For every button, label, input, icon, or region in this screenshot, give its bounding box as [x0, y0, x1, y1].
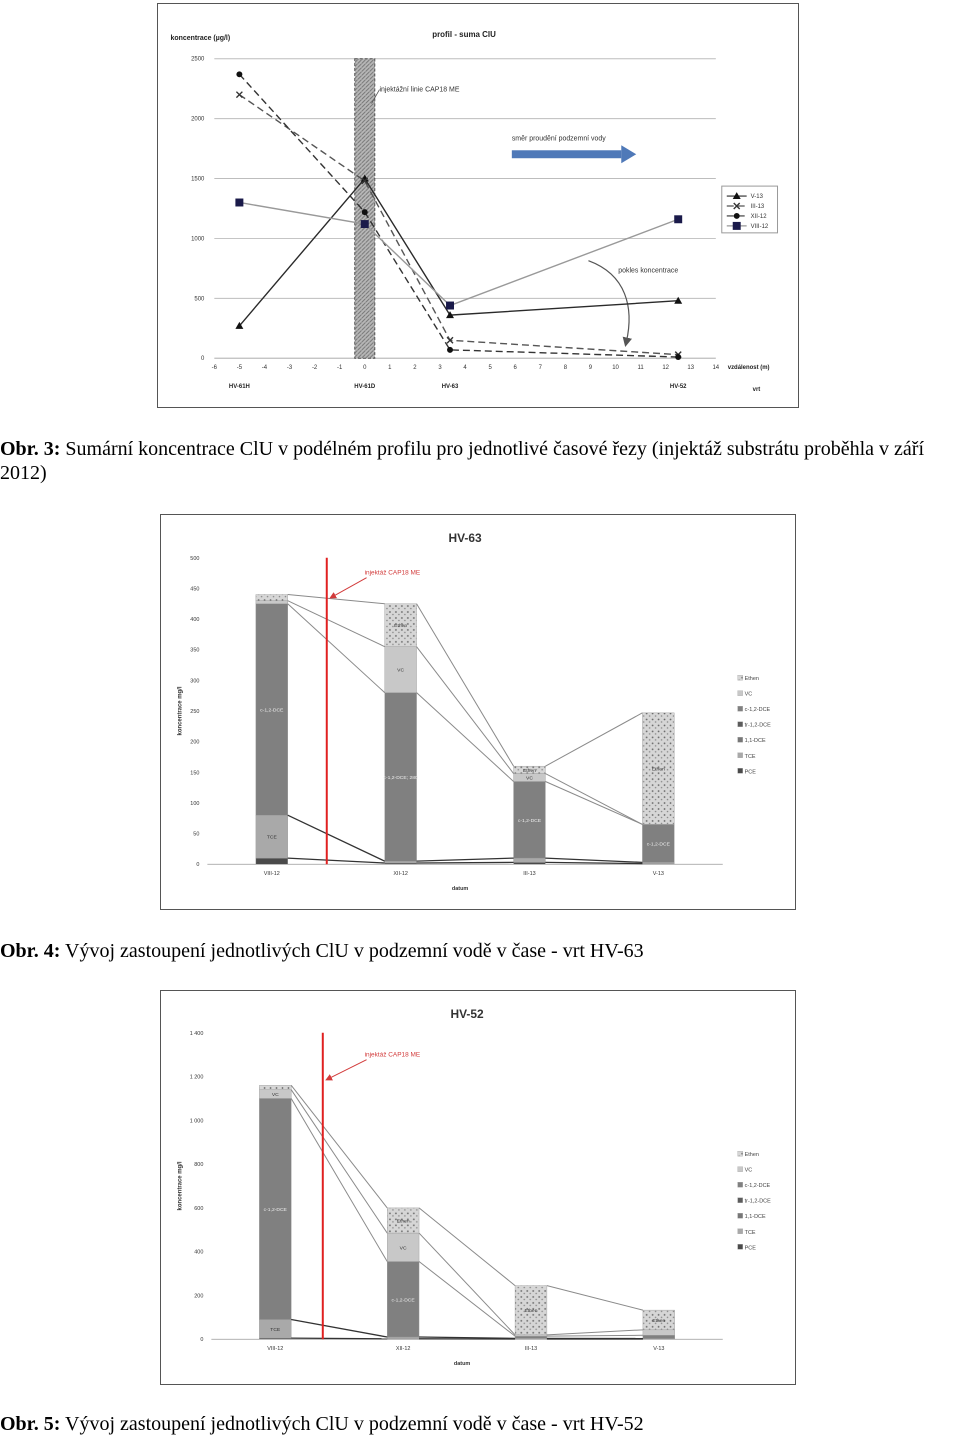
legend-label: 1,1-DCE	[744, 738, 766, 745]
y-tick-label: 250	[190, 708, 200, 715]
y-tick-label: 0	[196, 862, 200, 869]
bar-segment-label: VC	[271, 1093, 279, 1099]
connector-line	[291, 1338, 387, 1339]
legend-swatch	[738, 1244, 743, 1249]
legend-swatch	[738, 753, 743, 758]
bar-segment-label: c-1,2-DCE	[646, 842, 670, 848]
connector-line	[288, 815, 385, 861]
x-tick-label: 5	[488, 365, 492, 372]
legend-label: XII-12	[750, 213, 767, 220]
series-iii13	[236, 92, 681, 358]
connector-line	[288, 601, 385, 647]
connector-line	[545, 774, 642, 825]
x-axis-label: vzdálenost (m)	[727, 365, 770, 372]
connector-line	[545, 862, 642, 863]
bar-stack	[384, 604, 418, 864]
y-tick-label: 800	[194, 1162, 204, 1169]
legend-label: c-1,2-DCE	[744, 707, 771, 714]
x-tick-label: VIII-12	[267, 1346, 284, 1353]
x-tick-label: -1	[337, 365, 343, 372]
bar-segment-label: VC	[399, 1246, 407, 1252]
legend-label: TCE	[744, 753, 756, 760]
flow-label: směr proudění podzemní vody	[511, 135, 606, 143]
data-point	[361, 220, 369, 228]
drop-label: pokles koncentrace	[618, 267, 679, 275]
connector-line	[419, 1233, 515, 1335]
bar-segment	[515, 1336, 547, 1338]
y-tick-label: 400	[190, 617, 200, 624]
y-axis-label: koncentrace mg/l	[177, 1161, 184, 1211]
connector-line	[545, 713, 642, 766]
legend-label: VC	[744, 1167, 753, 1174]
data-point	[236, 71, 242, 77]
y-tick-label: 1 200	[189, 1074, 204, 1081]
injection-annotation: injektáž CAP18 ME	[364, 1051, 421, 1059]
figure-4-caption-text: Vývoj zastoupení jednotlivých ClU v podzemní vodě v čase - vrt HV-63	[65, 940, 644, 962]
y-tick-label: 1000	[191, 236, 205, 243]
y-tick-label: 400	[194, 1249, 204, 1256]
x-tick-label: V-13	[653, 1346, 665, 1353]
connector-line	[417, 693, 514, 782]
injection-annotation: injektáž CAP18 ME	[364, 569, 421, 577]
legend-swatch	[738, 722, 743, 727]
data-point	[235, 199, 243, 207]
connector-line	[547, 1335, 643, 1336]
y-tick-label: 600	[194, 1205, 204, 1212]
bar-segment-label: TCE	[266, 835, 277, 841]
flow-arrow-shaft	[512, 150, 621, 158]
legend-label: VC	[744, 691, 753, 698]
x-tick-label: 4	[463, 365, 467, 372]
x-tick-label: -3	[286, 365, 293, 372]
bar-stack	[515, 1286, 547, 1340]
legend-label: III-13	[750, 203, 765, 210]
bar-segment-label: VC	[526, 776, 533, 782]
bar-segment-label: Ethen	[524, 1309, 538, 1315]
x-tick-label: III-13	[524, 1346, 538, 1353]
connector-line	[291, 1090, 387, 1233]
figure-4-hv63-chart	[160, 514, 796, 910]
x-tick-label: 12	[662, 365, 669, 372]
legend-swatch	[738, 768, 743, 773]
x-tick-label: 13	[687, 365, 695, 372]
chart-legend	[722, 186, 778, 233]
bar-segment	[259, 1085, 291, 1089]
series-v13	[235, 175, 682, 329]
connector-line	[545, 858, 642, 862]
connector-line	[291, 1098, 387, 1261]
y-tick-label: 100	[190, 800, 200, 807]
chart-legend	[738, 675, 771, 775]
well-label: HV-61D	[354, 384, 376, 391]
y-tick-label: 200	[194, 1293, 204, 1300]
y-tick-label: 150	[190, 770, 200, 777]
legend-swatch	[738, 1198, 743, 1203]
connector-line	[547, 1330, 643, 1335]
x-tick-label: VIII-12	[263, 871, 280, 878]
y-tick-label: 2000	[191, 116, 205, 123]
figure-5-caption	[0, 1412, 960, 1436]
figure-4-caption-label: Obr. 4:	[0, 940, 61, 962]
legend-label: 1,1-DCE	[744, 1214, 766, 1221]
bar-segment	[514, 862, 546, 864]
series-viii12	[235, 199, 682, 310]
connector-line	[417, 647, 514, 774]
x-tick-label: 3	[438, 365, 442, 372]
figure-4-caption	[0, 939, 960, 963]
bar-stack	[259, 1085, 291, 1339]
injection-annotation-arrow	[329, 1060, 367, 1079]
connector-line	[288, 858, 385, 863]
figure-3-caption	[0, 437, 960, 485]
connector-line	[291, 1085, 387, 1208]
connector-line	[417, 604, 514, 766]
bar-segment	[256, 858, 288, 864]
connector-line	[417, 858, 514, 861]
y-tick-label: 500	[194, 296, 205, 303]
x-tick-label: 14	[712, 365, 720, 372]
series-xii12	[236, 71, 681, 360]
x-axis-label: datum	[451, 886, 469, 893]
x-tick-label: XII-12	[393, 871, 408, 878]
bar-segment-label: c-1,2-DCE	[260, 708, 284, 714]
figure-5-caption-label: Obr. 5:	[0, 1413, 61, 1435]
figure-5-hv52-chart	[160, 990, 796, 1385]
well-label: HV-63	[441, 384, 459, 391]
bar-segment-label: Ethen	[651, 767, 665, 773]
hv63-chart-svg	[161, 515, 795, 909]
y-tick-label: 0	[201, 356, 205, 363]
bar-segment	[256, 595, 288, 601]
y-axis-label: koncentrace (µg/l)	[170, 34, 231, 42]
y-tick-label: 50	[193, 831, 200, 838]
profile-chart-svg	[158, 4, 798, 407]
x-tick-label: 1	[388, 365, 392, 372]
y-axis-label: koncentrace mg/l	[177, 686, 184, 736]
data-point	[236, 92, 242, 98]
bar-stack	[387, 1208, 419, 1339]
bar-stack	[642, 713, 674, 864]
wells-label: vrt	[752, 387, 761, 394]
figure-3-caption-text: Sumární koncentrace ClU v podélném profilu pro jednotlivé časové řezy (injektáž substrátu proběhla v září 2012)	[0, 438, 924, 484]
y-tick-label: 2500	[191, 56, 205, 63]
connector-line	[419, 1208, 515, 1286]
legend-swatch	[738, 706, 743, 711]
well-label: HV-61H	[228, 384, 250, 391]
legend-swatch	[738, 1213, 743, 1218]
legend-swatch	[738, 1151, 743, 1156]
bar-segment-label: c-1,2-DCE	[391, 1298, 415, 1304]
legend-swatch	[738, 1167, 743, 1172]
x-tick-label: -6	[211, 365, 217, 372]
data-point	[447, 347, 453, 353]
legend-swatch	[738, 1182, 743, 1187]
y-tick-label: 1500	[191, 176, 205, 183]
bar-segment-label: c-1,2-DCE; 280	[383, 775, 418, 781]
legend-swatch	[738, 1229, 743, 1234]
injection-label: injektážní linie CAP18 ME	[379, 86, 460, 94]
bar-segment	[256, 601, 288, 604]
bar-segment-label: Ethen	[522, 768, 536, 774]
data-point	[362, 209, 368, 215]
x-tick-label: -2	[311, 365, 318, 372]
data-point	[446, 302, 454, 310]
connector-line	[417, 862, 514, 863]
x-tick-label: III-13	[523, 871, 536, 878]
connector-line	[288, 595, 385, 604]
connector-line	[419, 1337, 515, 1338]
chart-title: HV-63	[448, 530, 482, 545]
bar-segment-label: c-1,2-DCE	[517, 818, 542, 824]
figure-3-profile-chart	[157, 3, 799, 408]
x-tick-label: 11	[637, 365, 644, 372]
x-tick-label: 7	[538, 365, 542, 372]
connector-line	[291, 1320, 387, 1338]
y-tick-label: 1 000	[189, 1118, 204, 1125]
y-tick-label: 450	[190, 586, 200, 593]
x-tick-label: 2	[413, 365, 417, 372]
y-tick-label: 300	[190, 678, 200, 685]
x-tick-label: -5	[236, 365, 243, 372]
x-tick-label: V-13	[652, 871, 664, 878]
connector-line	[545, 781, 642, 824]
chart-title: profil - suma ClU	[432, 29, 496, 39]
bar-segment-label: VC	[397, 668, 405, 674]
flow-arrow-head	[621, 145, 636, 163]
connector-line	[419, 1262, 515, 1337]
y-tick-label: 1 400	[189, 1030, 204, 1037]
figure-5-caption-text: Vývoj zastoupení jednotlivých ClU v podzemní vodě v čase - vrt HV-52	[65, 1413, 644, 1435]
y-tick-label: 350	[190, 647, 200, 654]
legend-label: Ethen	[744, 676, 759, 683]
y-tick-label: 0	[200, 1337, 204, 1344]
x-tick-label: 6	[513, 365, 517, 372]
legend-marker	[733, 222, 741, 230]
well-label: HV-52	[669, 384, 687, 391]
x-tick-label: 0	[363, 365, 367, 372]
bar-segment	[643, 1330, 675, 1335]
series-line	[239, 202, 678, 305]
legend-label: V-13	[750, 194, 763, 201]
legend-label: tr-1,2-DCE	[744, 722, 771, 729]
x-axis-label: datum	[453, 1361, 471, 1368]
legend-label: tr-1,2-DCE	[744, 1198, 771, 1205]
legend-label: Ethen	[744, 1152, 759, 1159]
series-line	[239, 95, 678, 355]
connector-line	[547, 1286, 643, 1311]
legend-swatch	[738, 737, 743, 742]
bar-segment-label: c-1,2-DCE	[263, 1207, 287, 1213]
bar-segment-label: Ethen	[394, 624, 408, 630]
y-tick-label: 500	[190, 555, 200, 562]
x-tick-label: 8	[563, 365, 568, 372]
legend-label: VIII-12	[750, 223, 769, 230]
x-tick-label: 9	[588, 365, 593, 372]
bar-segment	[514, 858, 546, 862]
bar-segment	[385, 861, 417, 863]
legend-swatch	[738, 691, 743, 696]
legend-label: c-1,2-DCE	[744, 1183, 771, 1190]
bar-segment	[643, 1335, 675, 1338]
connector-line	[288, 604, 385, 693]
bar-segment-label: Ethen	[396, 1219, 410, 1225]
series-line	[239, 179, 678, 326]
chart-legend	[738, 1151, 771, 1251]
x-tick-label: -4	[261, 365, 268, 372]
chart-title: HV-52	[450, 1006, 484, 1021]
legend-label: PCE	[744, 769, 756, 776]
x-tick-label: 10	[612, 365, 619, 372]
legend-marker	[734, 213, 740, 219]
y-tick-label: 200	[190, 739, 200, 746]
bar-stack	[514, 766, 546, 864]
bar-stack	[643, 1310, 675, 1339]
bar-segment	[387, 1337, 419, 1339]
bar-segment-label: TCE	[270, 1327, 281, 1333]
x-tick-label: XII-12	[395, 1346, 411, 1353]
injection-annotation-arrow	[333, 578, 367, 597]
data-point	[675, 354, 681, 360]
legend-label: TCE	[744, 1229, 756, 1236]
legend-swatch	[738, 675, 743, 680]
injection-line-band	[355, 59, 375, 359]
hv52-chart-svg	[161, 991, 795, 1384]
bar-segment-label: Ethen	[652, 1318, 666, 1324]
figure-3-caption-label: Obr. 3:	[0, 438, 61, 460]
legend-label: PCE	[744, 1245, 756, 1252]
bar-stack	[256, 595, 288, 865]
data-point	[674, 215, 682, 223]
